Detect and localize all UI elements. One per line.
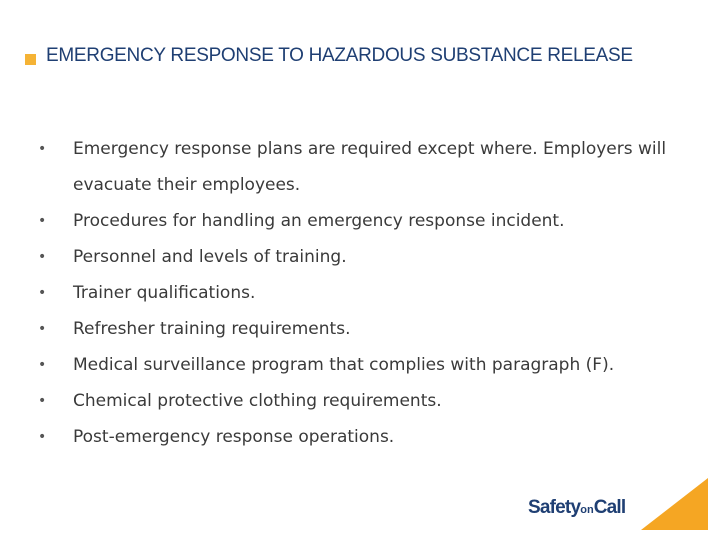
bullet-text: Trainer qualifications. [73,283,256,303]
bullet-dot-icon: • [38,321,47,337]
safety-on-call-logo [528,497,625,519]
bullet-text: Chemical protective clothing requirements. [73,391,442,411]
bullet-dot-icon: • [38,285,47,301]
bullet-text: Personnel and levels of training. [73,247,347,267]
bullet-text: Medical surveillance program that complies with paragraph (F). [73,355,615,375]
bullet-item [38,275,718,311]
bullet-item [38,311,718,347]
bullet-text: Emergency response plans are required except where. Employers will evacuate their employees. [73,139,667,195]
bullet-text: Procedures for handling an emergency response incident. [73,211,565,231]
bullet-dot-icon: • [38,393,47,409]
logo-call-text: Call [593,497,626,518]
corner-triangle-icon [641,478,708,530]
bullet-item [38,203,718,239]
bullet-item [38,131,718,203]
title-accent-square [25,54,36,65]
logo-on-text: on [580,504,594,516]
logo-safety-text: Safety [528,497,581,518]
bullet-dot-icon: • [38,141,47,157]
bullet-item [38,239,718,275]
bullet-list [38,131,718,455]
bullet-item [38,347,718,383]
bullet-item [38,383,718,419]
bullet-dot-icon: • [38,429,47,445]
bullet-dot-icon: • [38,357,47,373]
bullet-text: Refresher training requirements. [73,319,351,339]
bullet-dot-icon: • [38,249,47,265]
bullet-item [38,419,718,455]
bullet-text: Post-emergency response operations. [73,427,395,447]
slide-title: EMERGENCY RESPONSE TO HAZARDOUS SUBSTANCE RELEASE [46,45,633,66]
bullet-dot-icon: • [38,213,47,229]
